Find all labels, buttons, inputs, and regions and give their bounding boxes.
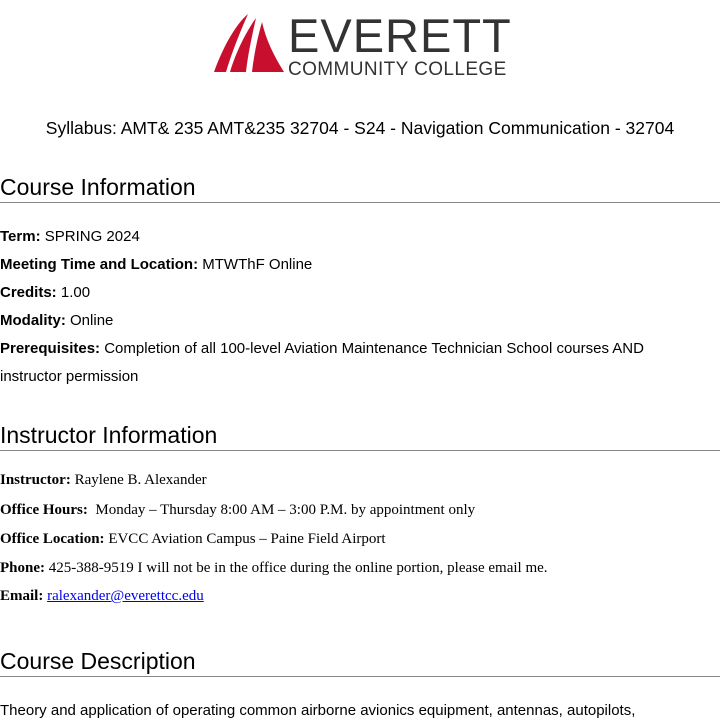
instructor-row: [0, 469, 700, 491]
office-location-value: EVCC Aviation Campus – Paine Field Airport: [108, 531, 386, 547]
prereq-row: [0, 335, 700, 363]
course-description-text: Theory and application of operating common airborne avionics equipment, antennas, autopilots,: [0, 702, 636, 719]
email-label: Email:: [0, 588, 44, 604]
phone-label: Phone:: [0, 560, 45, 576]
term-row: [0, 223, 700, 251]
email-row: [0, 585, 700, 607]
logo-subtitle: COMMUNITY COLLEGE: [288, 59, 507, 80]
office-hours-label: Office Hours:: [0, 502, 88, 518]
term-label: Term:: [0, 228, 41, 245]
office-location-row: [0, 528, 700, 550]
credits-value: 1.00: [60, 284, 91, 301]
syllabus-title: Syllabus: AMT& 235 AMT&235 32704 - S24 - Navigation Communication - 32704: [45, 118, 675, 138]
office-location-label: Office Location:: [0, 531, 105, 547]
everett-logo: [212, 9, 512, 80]
office-hours-row: [0, 499, 700, 521]
modality-label: Modality:: [0, 312, 66, 329]
course-info-heading: Course Information: [0, 172, 720, 203]
office-hours-value: Monday – Thursday 8:00 AM – 3:00 P.M. by appointment only: [95, 502, 476, 518]
email-link[interactable]: ralexander@everettcc.edu: [47, 588, 204, 604]
meeting-label: Meeting Time and Location:: [0, 256, 199, 273]
meeting-value: MTWThF Online: [202, 256, 313, 273]
credits-label: Credits:: [0, 284, 57, 301]
phone-row: [0, 557, 700, 579]
instructor-info-heading: Instructor Information: [0, 420, 720, 451]
prereq-row-continued: [0, 363, 700, 391]
instructor-value: Raylene B. Alexander: [74, 472, 207, 488]
prereq-value-2: instructor permission: [0, 368, 139, 385]
logo-wordmark: EVERETT: [288, 9, 512, 62]
credits-row: [0, 279, 700, 307]
prereq-label: Prerequisites:: [0, 340, 101, 357]
modality-row: [0, 307, 700, 335]
instructor-label: Instructor:: [0, 472, 71, 488]
term-value: SPRING 2024: [44, 228, 140, 245]
modality-value: Online: [70, 312, 114, 329]
course-description-heading: Course Description: [0, 646, 720, 677]
phone-value: 425-388-9519 I will not be in the office during the online portion, please email me.: [48, 560, 548, 576]
logo-mark-icon: [212, 10, 288, 76]
prereq-value: Completion of all 100-level Aviation Maintenance Technician School courses AND: [104, 340, 644, 357]
meeting-row: [0, 251, 700, 279]
